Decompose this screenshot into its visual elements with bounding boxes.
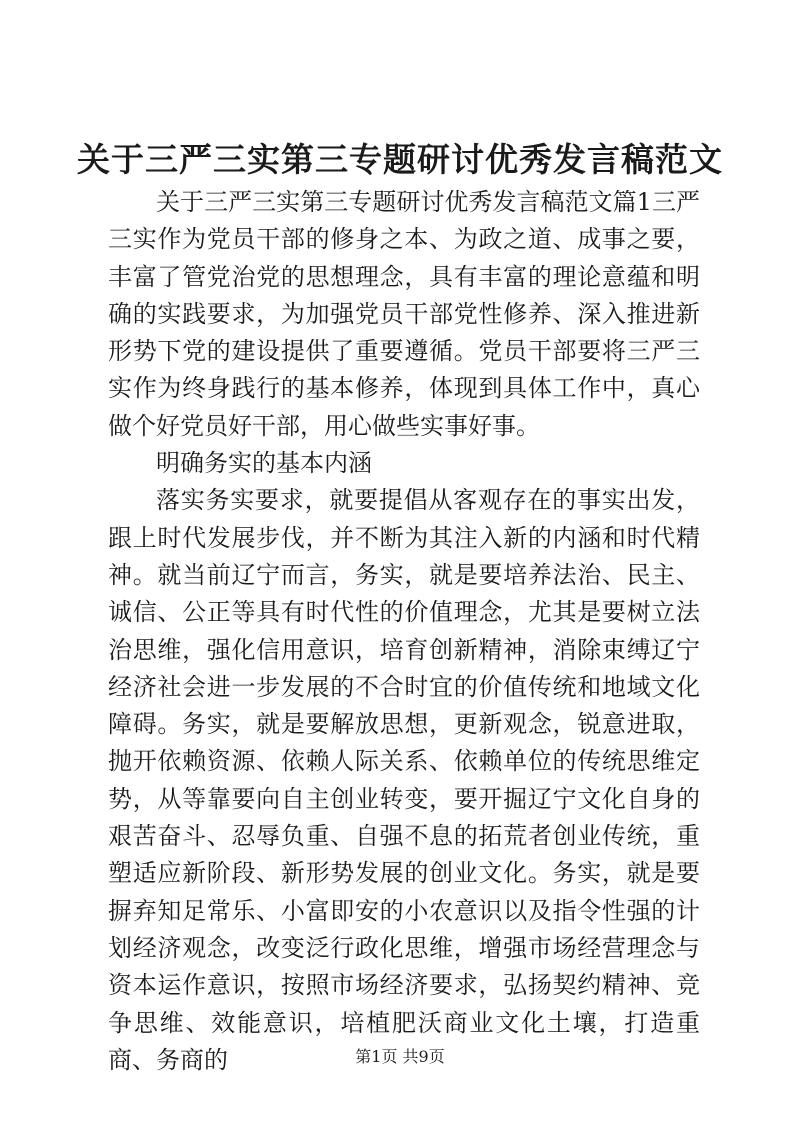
page-title: 关于三严三实第三专题研讨优秀发言稿范文	[77, 140, 723, 179]
section-heading: 明确务实的基本内涵	[156, 449, 372, 478]
paragraph-intro: 关于三严三实第三专题研讨优秀发言稿范文篇1三严三实作为党员干部的修身之本、为政之道、成事之要，丰富了管党治党的思想理念，具有丰富的理论意蕴和明确的实践要求，为加强党员干部党性修养、深入推进新形势下党的建设提供了重要遵循。党员干部要将三严三实作为终身践行的基本修养，体现到具体工作中，真心做个好党员好干部，用心做些实事好事。	[108, 188, 700, 440]
document-body	[108, 184, 700, 1079]
page-footer: 第1页 共9页	[355, 1047, 445, 1066]
paragraph-body: 落实务实要求，就要提倡从客观存在的事实出发，跟上时代发展步伐，并不断为其注入新的内涵和时代精神。就当前辽宁而言，务实，就是要培养法治、民主、诚信、公正等具有时代性的价值理念，尤其是要树立法治思维，强化信用意识，培育创新精神，消除束缚辽宁经济社会进一步发展的不合时宜的价值传统和地域文化障碍。务实，就是要解放思想，更新观念，锐意进取，抛开依赖资源、依赖人际关系、依赖单位的传统思维定势，从等靠要向自主创业转变，要开掘辽宁文化自身的艰苦奋斗、忍辱负重、自强不息的拓荒者创业传统，重塑适应新阶段、新形势发展的创业文化。务实，就是要摒弃知足常乐、小富即安的小农意识以及指令性强的计划经济观念，改变泛行政化思维，增强市场经营理念与资本运作意识，按照市场经济要求，弘扬契约精神、竞争思维、效能意识，培植肥沃商业文化土壤，打造重商、务商的	[108, 486, 700, 1074]
